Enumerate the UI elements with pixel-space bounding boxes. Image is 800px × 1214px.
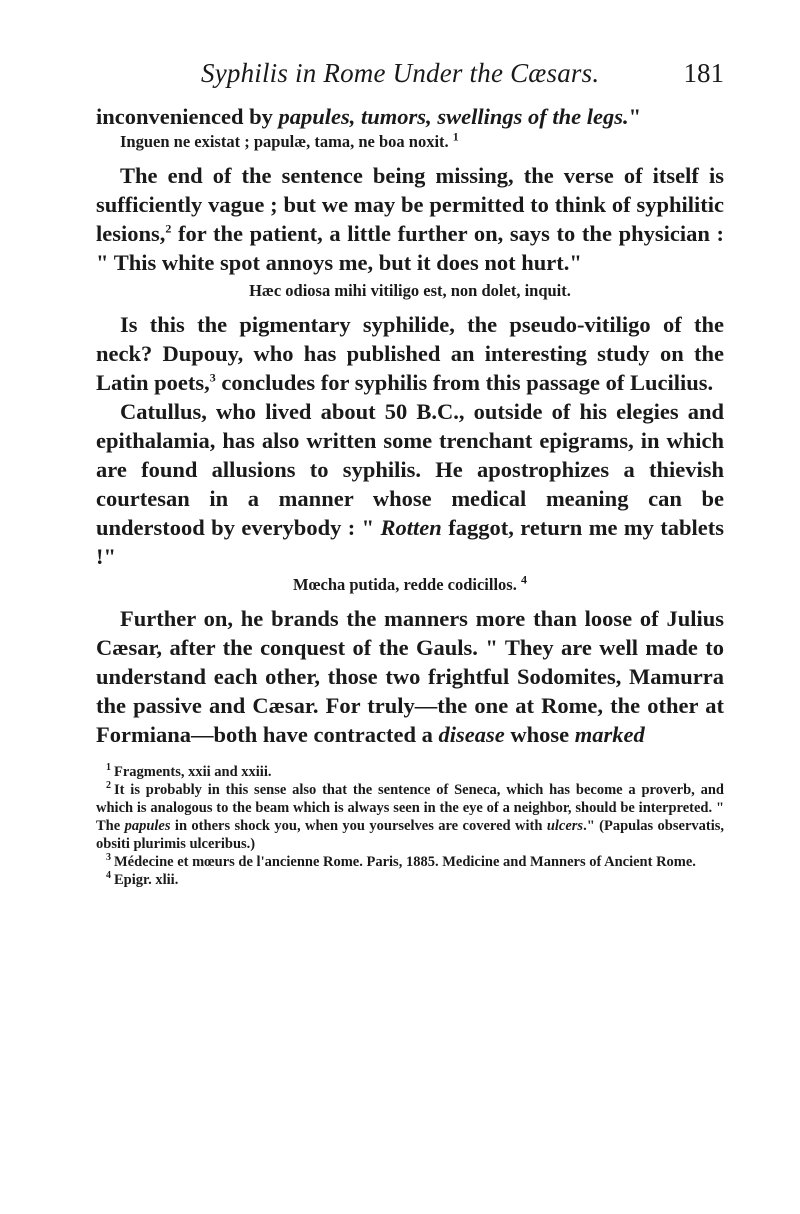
text-run: concludes for syphilis from this passage of Lucilius. [215, 370, 714, 395]
text-run: The end of the sentence being missing, the verse of itself is sufficiently vague ; but we may be permitted to think of syphilitic lesions, [96, 163, 724, 246]
paragraph [96, 604, 724, 749]
footnote [96, 763, 724, 781]
footnote-ref: 1 [452, 129, 459, 144]
latin-quote [96, 131, 724, 153]
paragraph [96, 161, 724, 277]
text-run: " [628, 104, 642, 129]
text-run: faggot, return me my tablets !" [96, 515, 724, 569]
footnote-text: Fragments, xxii and xxiii. [114, 764, 272, 780]
footnote-number: 2 [106, 780, 111, 792]
era-abbrev: B.C. [416, 399, 459, 424]
footnote-number: 1 [106, 762, 111, 774]
footnote-ref: 3 [209, 370, 216, 385]
footnote-text: Epigr. xlii. [114, 872, 179, 888]
latin-quote [96, 280, 724, 302]
emphasis-text: marked [574, 722, 645, 747]
text-run: Further on, he brands the manners more than loose of Julius Cæsar, after the conquest of the Gauls. " They are well made to understand each other, those two frightful Sodomites, Mamurra the passive and Cæsar. For truly—the one at Rome, the other at Formiana—both have contracted a [96, 606, 724, 747]
text-run: whose [504, 722, 575, 747]
page-header [96, 56, 724, 100]
page-number: 181 [683, 58, 724, 88]
text-run: , outside of his elegies and epithalamia, has also written some trenchant epigrams, in which are found allusions to syphilis. He apostrophizes a thievish courtesan in a manner whose medical meaning can be understood by everybody : " [96, 399, 724, 540]
footnote-number: 4 [106, 870, 111, 882]
footnote-ref: 4 [520, 572, 527, 587]
latin-quote [96, 574, 724, 596]
emphasis-text: Rotten [380, 515, 442, 540]
paragraph [96, 397, 724, 571]
quote-text: Mœcha putida, redde codicillos. [293, 575, 517, 594]
footnote-text: in others shock you, when you yourselves are covered with [170, 818, 547, 834]
text-run: Catullus, who lived about 50 [120, 399, 417, 424]
paragraph-continued [96, 102, 724, 131]
text-run: for the patient, a little further on, says to the physician : " This white spot annoys me, but it does not hurt." [96, 221, 724, 275]
footnote-text: It is probably in this sense also that the sentence of Seneca, which has become a proverb, and which is analogous to the beam which is always seen in the eye of a neighbor, should be interpreted. " The [96, 782, 724, 834]
footnote-text: Médecine et mœurs de l'ancienne Rome. Paris, 1885. Medicine and Manners of Ancient Rome. [114, 854, 696, 870]
footnote-ref: 2 [165, 221, 172, 236]
emphasis-text: ulcers [546, 818, 584, 834]
emphasis-text: papules [124, 818, 171, 834]
emphasis-text: disease [438, 722, 505, 747]
footnote [96, 853, 724, 871]
footnote-text: ." (Papulas observatis, obsiti plurimis ulceribus.) [96, 818, 725, 852]
paragraph [96, 310, 724, 397]
footnote [96, 781, 724, 853]
quote-text: Inguen ne existat ; papulæ, tama, ne boa noxit. [120, 132, 449, 151]
quote-text: Hæc odiosa mihi vitiligo est, non dolet, inquit. [249, 281, 571, 300]
text-run: Is this the pigmentary syphilide, the pseudo-vitiligo of the neck? Dupouy, who has published an interesting study on the Latin poets, [96, 312, 724, 395]
emphasis-text: papules, tumors, swellings of the legs. [278, 104, 629, 129]
text-run: inconvenienced by [96, 104, 279, 129]
footnote [96, 871, 724, 889]
book-page [96, 56, 724, 889]
footnotes [96, 763, 724, 889]
footnote-number: 3 [106, 852, 111, 864]
running-title: Syphilis in Rome Under the Cæsars. [201, 58, 600, 88]
